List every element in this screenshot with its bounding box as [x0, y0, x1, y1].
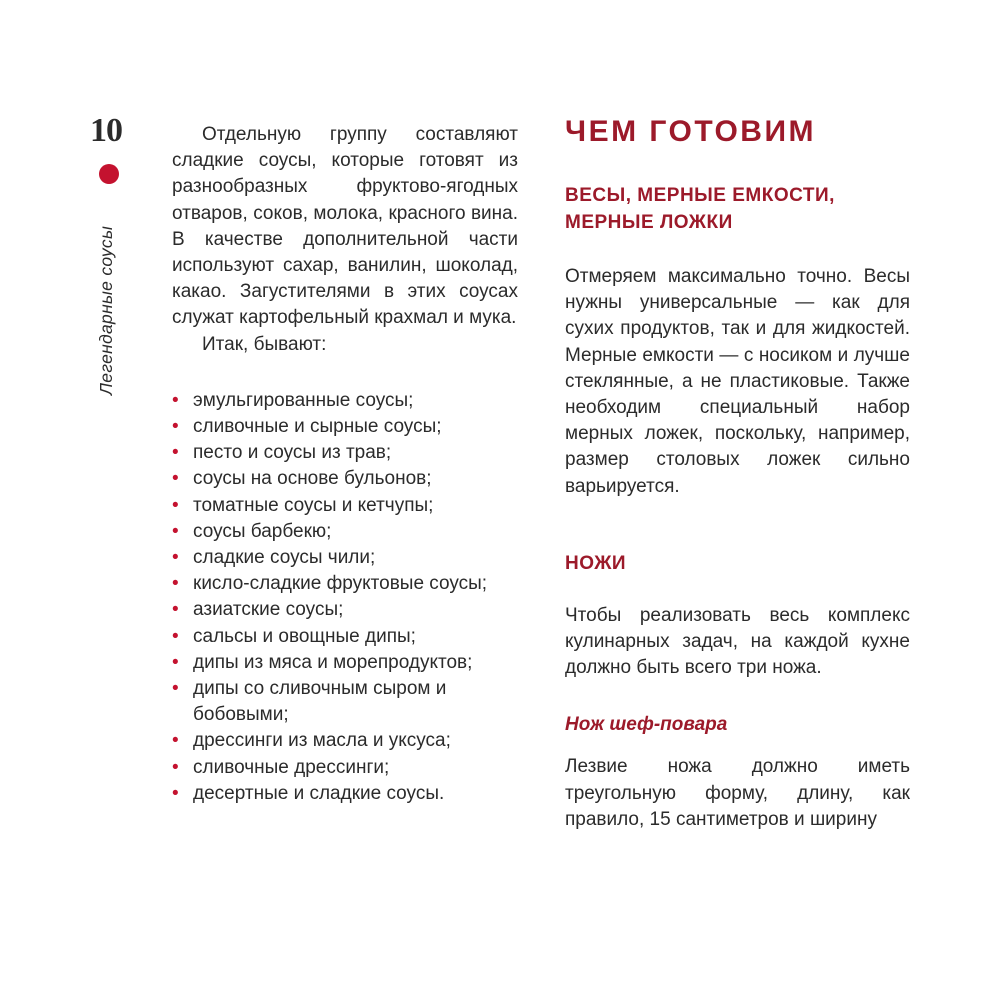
- sauce-types-list: [172, 388, 518, 807]
- list-item: • дипы из мяса и морепродуктов;: [172, 650, 518, 676]
- scales-heading: ВЕСЫ, МЕРНЫЕ ЕМКОСТИ, МЕРНЫЕ ЛОЖКИ: [565, 185, 835, 233]
- chef-knife-text: Лезвие ножа должно иметь треугольную форму, длину, как правило, 15 сантиметров и ширину: [565, 756, 910, 830]
- list-item: • соусы барбекю;: [172, 519, 518, 545]
- list-item: • сальсы и овощные дипы;: [172, 624, 518, 650]
- list-item: • кисло-сладкие фруктовые соусы;: [172, 571, 518, 597]
- scales-text: Отмеряем максимально точно. Весы нужны универсальные — как для сухих продуктов, так и для жидкостей. Мерные емкости — с носиком и лучше стеклянные, а не пластиковые. Также необходим специальный набор мерных ложек, поскольку, например, размер столовых ложек сильно варьируется.: [565, 266, 910, 497]
- list-item: • томатные соусы и кетчупы;: [172, 493, 518, 519]
- list-item: • сливочные дрессинги;: [172, 755, 518, 781]
- chef-knife-heading: Нож шеф-повара: [565, 714, 728, 736]
- right-column: [565, 112, 910, 833]
- running-head: Легендарные соусы: [96, 225, 116, 395]
- red-dot-marker: [99, 164, 119, 184]
- list-item: • соусы на основе бульонов;: [172, 466, 518, 492]
- left-column: [172, 122, 518, 807]
- list-item: • азиатские соусы;: [172, 597, 518, 623]
- knives-text: Чтобы реализовать весь комплекс кулинарных задач, на каждой кухне должно быть всего три ножа.: [565, 604, 910, 679]
- list-item: • десертные и сладкие соусы.: [172, 781, 518, 807]
- knives-heading: НОЖИ: [565, 552, 627, 574]
- list-item: • сладкие соусы чили;: [172, 545, 518, 571]
- page-number: 10: [90, 112, 122, 149]
- list-item: • песто и соусы из трав;: [172, 440, 518, 466]
- list-item: • сливочные и сырные соусы;: [172, 414, 518, 440]
- section-title: ЧЕМ ГОТОВИМ: [565, 115, 816, 148]
- list-item: • дрессинги из масла и уксуса;: [172, 728, 518, 754]
- intro-paragraph: Отдельную группу составляют сладкие соусы, которые готовят из разнообразных фруктово-ягодных отваров, соков, молока, красного вина. В качестве дополнительной части используют сахар, ванилин, шоколад, какао. Загустителями в этих соусах служат картофельный крахмал и мука.: [172, 124, 518, 329]
- list-item: • дипы со сливочным сыром и бобовыми;: [172, 676, 518, 728]
- list-intro: Итак, бывают:: [202, 333, 327, 355]
- list-item: • эмульгированные соусы;: [172, 388, 518, 414]
